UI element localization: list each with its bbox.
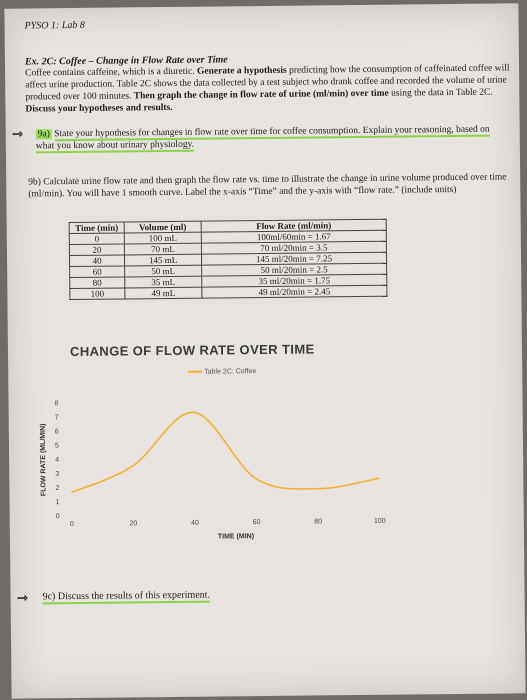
y-tick-label: 8 bbox=[54, 400, 59, 408]
intro-bold-2: Then graph the change in flow rate of urine (ml/min) over time bbox=[133, 88, 389, 102]
series-line-coffee bbox=[71, 410, 380, 492]
chart-title: CHANGE OF FLOW RATE OVER TIME bbox=[69, 341, 315, 360]
question-9b: 9b) Calculate urine flow rate and then graph the flow rate vs. time to illustrate the change in urine volume produced over time (ml/min). You will have 1 smooth curve. Label the x-axis “Time” and the y-axis with “flow rate.” (include units) bbox=[28, 172, 507, 200]
table-cell-flow-rate: 50 ml/20min = 2.5 bbox=[202, 263, 387, 276]
intro-bold-3: Discuss your hypotheses and results. bbox=[25, 102, 173, 115]
y-tick-label: 3 bbox=[55, 470, 60, 478]
table-cell-volume: 49 mL bbox=[125, 287, 202, 299]
table-cell-flow-rate: 100ml/60min = 1.67 bbox=[201, 230, 386, 243]
table-cell-time: 40 bbox=[69, 255, 124, 267]
y-tick-label: 1 bbox=[55, 499, 60, 507]
y-tick-label: 0 bbox=[55, 513, 60, 521]
table-cell-time: 0 bbox=[69, 233, 124, 245]
table-cell-volume: 35 mL bbox=[125, 276, 202, 288]
table-cell-flow-rate: 70 ml/20min = 3.5 bbox=[201, 241, 386, 254]
y-tick-label: 5 bbox=[54, 442, 59, 450]
table-cell-time: 20 bbox=[69, 244, 124, 256]
x-tick-label: 100 bbox=[373, 517, 386, 525]
flow-rate-chart bbox=[4, 3, 524, 568]
table-cell-volume: 100 mL bbox=[124, 232, 201, 244]
table-cell-time: 80 bbox=[70, 277, 125, 289]
y-tick-label: 6 bbox=[54, 428, 59, 436]
table-cell-volume: 145 mL bbox=[124, 254, 201, 266]
table-cell-volume: 70 mL bbox=[124, 243, 201, 255]
intro-bold-1: Generate a hypothesis bbox=[196, 65, 287, 77]
y-tick-label: 4 bbox=[55, 456, 60, 464]
table-cell-flow-rate: 35 ml/20min = 1.75 bbox=[202, 274, 387, 287]
question-9c bbox=[43, 590, 211, 603]
table-cell-flow-rate: 49 ml/20min = 2.45 bbox=[202, 285, 387, 298]
x-tick-label: 0 bbox=[69, 521, 74, 529]
x-tick-label: 20 bbox=[129, 520, 138, 528]
header-label: PYSO 1: Lab 8 bbox=[24, 19, 85, 32]
table-header-flow-rate: Flow Rate (ml/min) bbox=[201, 219, 386, 232]
worksheet-page bbox=[4, 3, 525, 698]
intro-text-2: predicting how the consumption of caffeinated coffee will affect urine production. Table 2C shows the data collected by a test subject who drank coffee and recorded the volume of urine produced over 100 minutes. bbox=[25, 63, 510, 103]
table-header-volume: Volume (ml) bbox=[124, 221, 201, 233]
handwritten-arrow-icon-2: ⇾ bbox=[16, 591, 29, 607]
x-tick-label: 80 bbox=[314, 518, 323, 526]
question-9c-text: 9c) Discuss the results of this experiment. bbox=[42, 589, 211, 603]
x-axis-label: TIME (MIN) bbox=[217, 533, 255, 541]
handwritten-arrow-icon: ⇾ bbox=[11, 127, 24, 143]
y-tick-label: 7 bbox=[54, 414, 59, 422]
exercise-title: Ex. 2C: Coffee – Change in Flow Rate over Time bbox=[24, 54, 228, 68]
legend-label: Table 2C: Coffee bbox=[204, 368, 257, 376]
y-axis-label: FLOW RATE (ML/MIN) bbox=[39, 423, 48, 497]
table-cell-flow-rate: 145 ml/20min = 7.25 bbox=[201, 252, 386, 265]
table-cell-time: 100 bbox=[70, 288, 125, 300]
table-header-time: Time (min) bbox=[69, 222, 124, 234]
x-tick-label: 40 bbox=[191, 519, 199, 527]
intro-text-3: using the data in Table 2C. bbox=[388, 87, 493, 99]
question-9a-text: State your hypothesis for changes in flow rate over time for coffee consumption. Explain your reasoning, based on what you know about urinary physiology. bbox=[35, 124, 490, 152]
x-tick-label: 60 bbox=[252, 519, 261, 527]
table-cell-time: 60 bbox=[70, 266, 125, 278]
intro-text-1: Coffee contains caffeine, which is a diuretic. bbox=[25, 66, 198, 79]
y-tick-label: 2 bbox=[55, 484, 60, 492]
question-9a-label: 9a) bbox=[37, 129, 50, 140]
table-cell-volume: 50 mL bbox=[125, 265, 202, 277]
